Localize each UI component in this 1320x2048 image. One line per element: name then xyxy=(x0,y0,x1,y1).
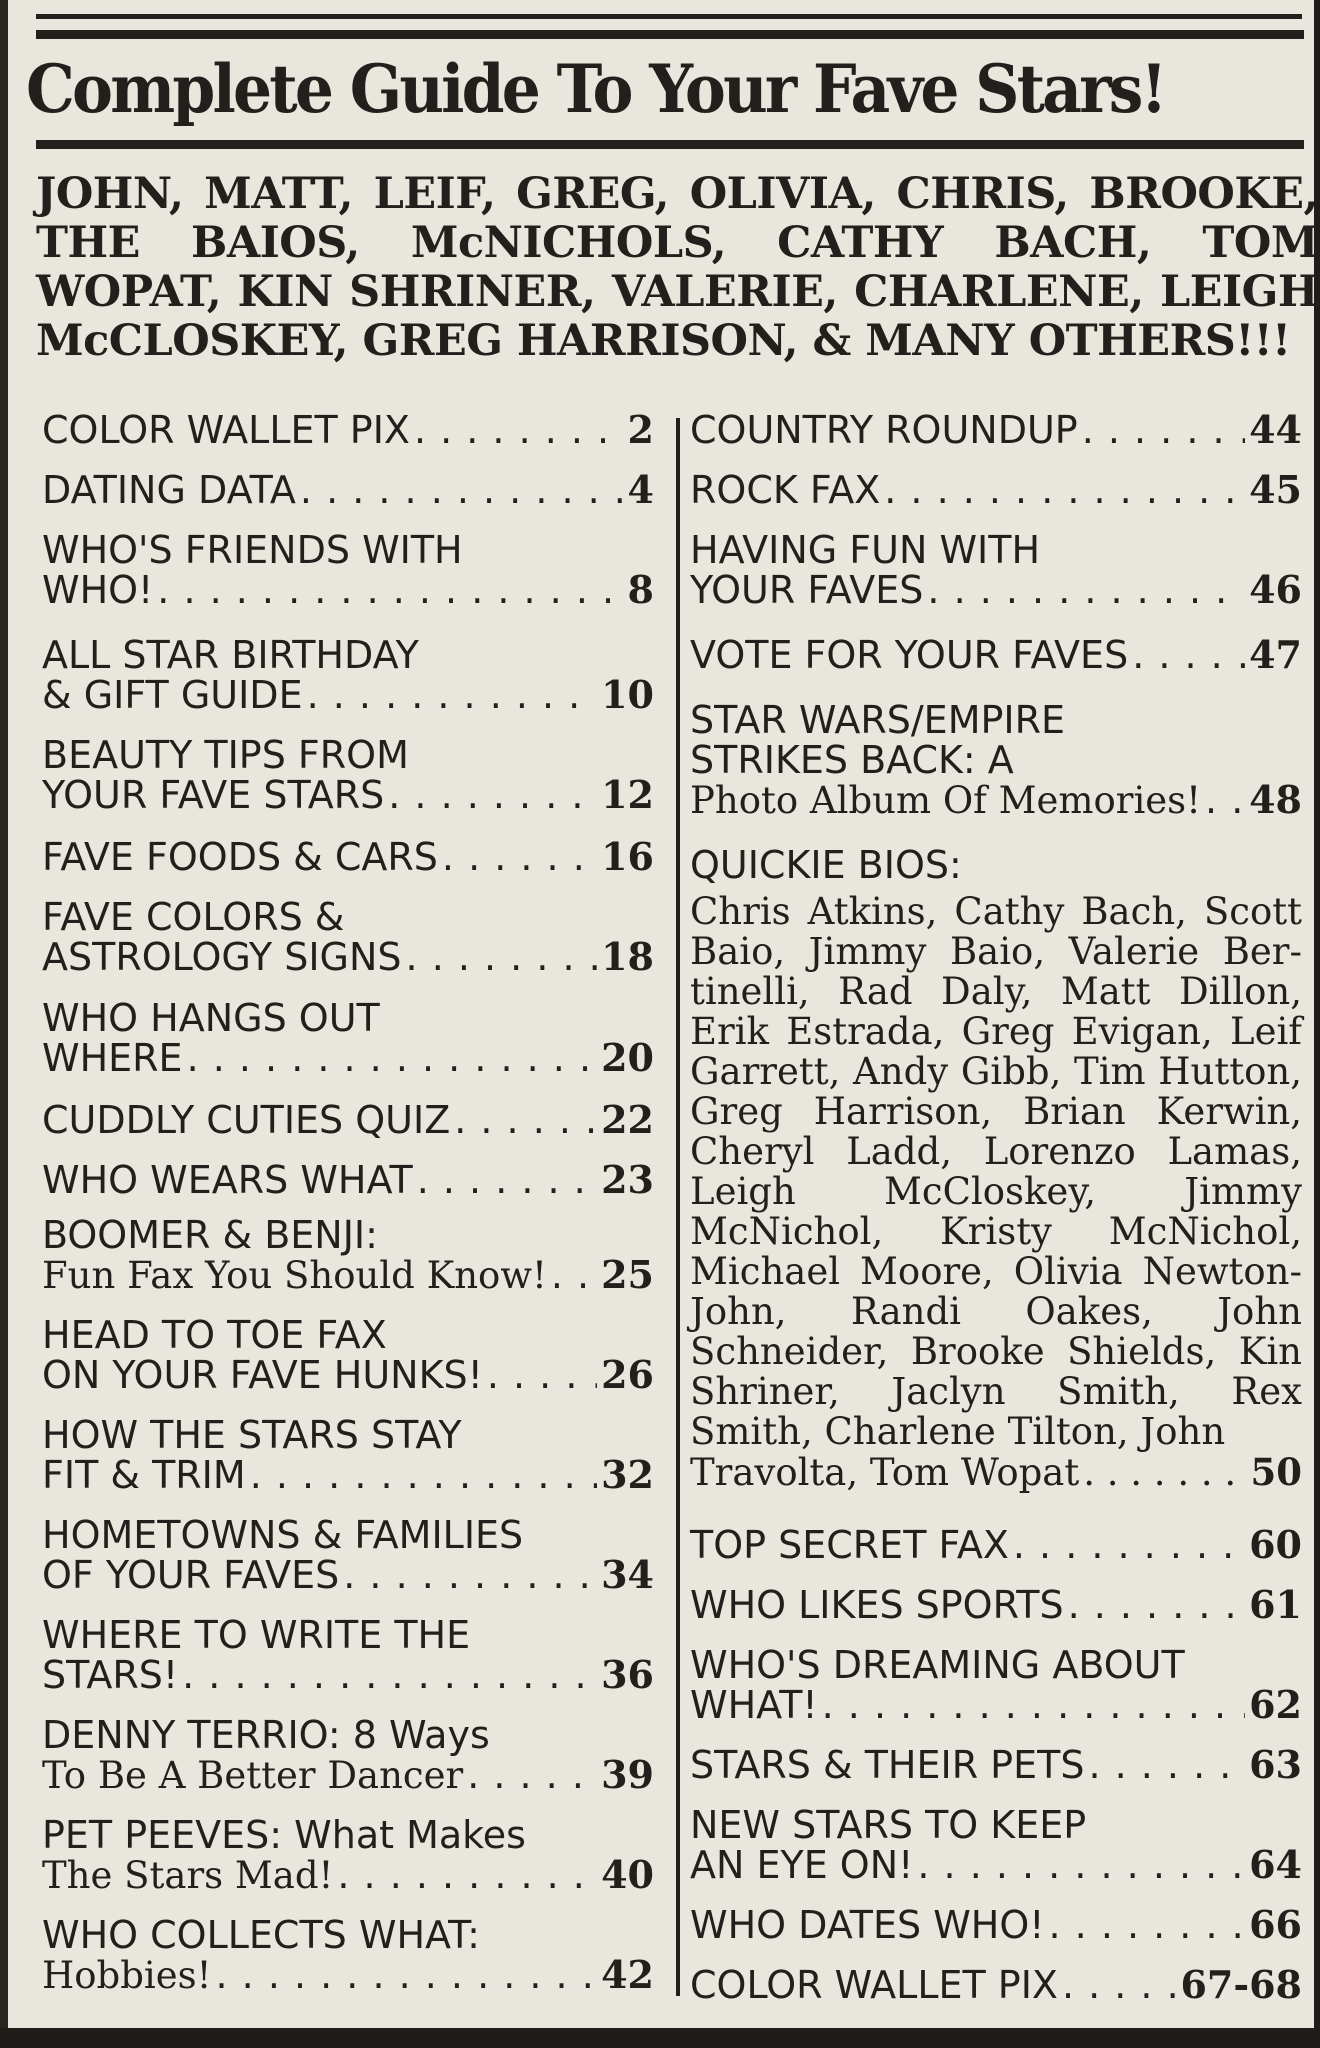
quickie-bios-last-names: Travolta, Tom Wopat xyxy=(690,1451,1080,1494)
toc-entry-title-line: WHERE TO WRITE THE xyxy=(42,1613,471,1657)
dot-leader xyxy=(1013,1525,1245,1565)
footer-strip xyxy=(0,2028,1320,2048)
dot-leader xyxy=(250,1455,597,1495)
page-number: 16 xyxy=(601,834,654,879)
dot-leader xyxy=(182,1655,597,1695)
star-list-subhead: JOHN, MATT, LEIF, GREG, OLIVIA, CHRIS, BROOKE, THE BAIOS, McNICHOLS, CATHY BACH, TOM WOPAT, KIN SHRINER, VALERIE, CHARLENE, LEIGH McCLOSKEY, GREG HARRISON, & MANY OTHERS!!! xyxy=(36,169,1318,366)
dot-leader xyxy=(406,937,598,977)
page-number: 64 xyxy=(1249,1842,1302,1887)
toc-entry-title-line: STARS & THEIR PETS xyxy=(690,1743,1085,1787)
toc-entry xyxy=(690,632,1302,677)
toc-entry-title-line: YOUR FAVE STARS xyxy=(42,773,385,817)
toc-entry-title-line: WHO! xyxy=(42,568,154,612)
dot-leader xyxy=(187,1038,598,1078)
toc-entry-title-line: DENNY TERRIO: 8 Ways xyxy=(42,1713,490,1757)
toc-entry-title-line: Hobbies! xyxy=(42,1954,212,1997)
headline-top-rule xyxy=(36,30,1304,39)
toc-entry-title-line: WHAT! xyxy=(690,1683,818,1727)
dot-leader xyxy=(157,570,623,610)
page-number: 18 xyxy=(601,934,654,979)
dot-leader xyxy=(343,1555,597,1595)
toc-entry-title-line: VOTE FOR YOUR FAVES xyxy=(690,633,1129,677)
dot-leader xyxy=(1068,1585,1246,1625)
page-number: 32 xyxy=(601,1452,654,1497)
toc-entry-title-line: ON YOUR FAVE HUNKS! xyxy=(42,1353,483,1397)
dot-leader xyxy=(414,410,624,450)
toc-entry-title-line: HEAD TO TOE FAX xyxy=(42,1313,387,1357)
dot-leader xyxy=(417,1160,597,1200)
dot-leader xyxy=(917,1845,1245,1885)
toc-entry-title-line: FAVE COLORS & xyxy=(42,895,345,939)
dot-leader xyxy=(1082,410,1245,450)
page-number: 44 xyxy=(1249,407,1302,452)
page-number: 26 xyxy=(601,1352,654,1397)
dot-leader xyxy=(551,1255,597,1295)
toc-entry-title-line: PET PEEVES: What Makes xyxy=(42,1813,526,1857)
page-number: 46 xyxy=(1249,567,1302,612)
toc-entry-title-line: HOMETOWNS & FAMILIES xyxy=(42,1513,524,1557)
toc-entry xyxy=(690,845,1302,885)
toc-entry xyxy=(690,1582,1302,1627)
quickie-bios-last-line xyxy=(690,1452,1302,1493)
toc-entry-title-line: WHO'S FRIENDS WITH xyxy=(42,528,463,572)
magazine-page xyxy=(8,0,1318,2035)
toc-entry-title-line: WHO'S DREAMING ABOUT xyxy=(690,1643,1185,1687)
toc-entry-title-line: QUICKIE BIOS: xyxy=(690,843,962,887)
toc-entry xyxy=(42,467,654,512)
page-number: 48 xyxy=(1249,777,1302,822)
dot-leader xyxy=(822,1685,1245,1725)
dot-leader xyxy=(1062,1965,1177,2005)
toc-entry-title-line: NEW STARS TO KEEP xyxy=(690,1803,1087,1847)
page-number: 62 xyxy=(1249,1682,1302,1727)
toc-entry-title-line: WHO DATES WHO! xyxy=(690,1903,1045,1947)
page-number: 50 xyxy=(1250,1450,1302,1494)
page-number: 10 xyxy=(601,672,654,717)
toc-entry xyxy=(42,530,654,610)
dot-leader xyxy=(927,570,1245,610)
page-number: 45 xyxy=(1249,467,1302,512)
toc-entry xyxy=(42,1315,654,1395)
toc-entry-title-line: FAVE FOODS & CARS xyxy=(42,835,438,879)
page-number: 36 xyxy=(601,1652,654,1697)
toc-entry xyxy=(42,1715,654,1796)
toc-entry xyxy=(690,1962,1302,2007)
toc-entry xyxy=(42,635,654,715)
toc-entry xyxy=(42,1915,654,1996)
toc-entry-title-line: Photo Album Of Memories! xyxy=(690,779,1202,822)
dot-leader xyxy=(442,837,597,877)
toc-entry-title-line: AN EYE ON! xyxy=(690,1843,914,1887)
toc-entry xyxy=(42,407,654,452)
toc-entry xyxy=(690,467,1302,512)
dot-leader xyxy=(337,1855,597,1895)
toc-entry-title-line: WHO HANGS OUT xyxy=(42,996,380,1040)
page-number: 47 xyxy=(1249,632,1302,677)
toc-entry-title-line: ROCK FAX xyxy=(690,468,881,512)
toc-entry-title-line: HOW THE STARS STAY xyxy=(42,1413,462,1457)
toc-entry-title-line: Fun Fax You Should Know! xyxy=(42,1254,547,1297)
toc-entry-title-line: STARS! xyxy=(42,1653,179,1697)
toc-entry-title-line: OF YOUR FAVES xyxy=(42,1553,340,1597)
quickie-bios-names: Chris Atkins, Cathy Bach, Scott Baio, Jimmy Baio, Valerie Ber- tinelli, Rad Daly, Matt Dillon, Erik Estrada, Greg Evigan, Leif Garrett, Andy Gibb, Tim Hutton, Greg Harrison, Brian Kerwin, Cheryl Ladd, Lorenzo Lamas, Leigh McCloskey, Jimmy McNichol, Kristy McNichol, Michael Moore, Olivia Newton- John, Randi Oakes, John Schneider, Brooke Shields, Kin Shriner, Jaclyn Smith, Rex Smith, Charlene Tilton, John xyxy=(690,890,1302,1453)
toc-entry-title-line: CUDDLY CUTIES QUIZ xyxy=(42,1098,451,1142)
toc-entry-title-line: COUNTRY ROUNDUP xyxy=(690,408,1078,452)
toc-entry-title-line: COLOR WALLET PIX xyxy=(42,408,410,452)
toc-entry-title-line: FIT & TRIM xyxy=(42,1453,246,1497)
toc-entry-title-line: WHO COLLECTS WHAT: xyxy=(42,1913,480,1957)
dot-leader xyxy=(307,675,598,715)
toc-entry-title-line: WHERE xyxy=(42,1036,183,1080)
toc-entry xyxy=(42,1615,654,1695)
column-divider xyxy=(676,418,680,1996)
page-number: 34 xyxy=(601,1552,654,1597)
toc-entry-title-line: WHO LIKES SPORTS xyxy=(690,1583,1064,1627)
page-number: 66 xyxy=(1249,1902,1302,1947)
toc-entry-title-line: WHO WEARS WHAT xyxy=(42,1158,413,1202)
page-number: 4 xyxy=(627,467,654,512)
page-number: 67-68 xyxy=(1180,1962,1302,2007)
toc-entry xyxy=(690,1742,1302,1787)
page-number: 40 xyxy=(601,1852,654,1897)
dot-leader xyxy=(884,470,1245,510)
toc-entry xyxy=(42,1815,654,1896)
dot-leader xyxy=(454,1100,597,1140)
toc-entry xyxy=(690,530,1302,610)
toc-entry xyxy=(690,407,1302,452)
page-number: 39 xyxy=(601,1752,654,1797)
dot-leader xyxy=(300,470,624,510)
toc-entry xyxy=(42,897,654,977)
dot-leader xyxy=(1205,780,1245,820)
toc-entry-title-line: DATING DATA xyxy=(42,468,296,512)
dot-leader xyxy=(216,1955,598,1995)
toc-entry-title-line: & GIFT GUIDE xyxy=(42,673,303,717)
dot-leader xyxy=(388,775,597,815)
page-number: 12 xyxy=(601,772,654,817)
page-title: Complete Guide To Your Fave Stars! xyxy=(26,50,1165,128)
dot-leader xyxy=(1132,635,1245,675)
toc-entry-title-line: The Stars Mad! xyxy=(42,1854,334,1897)
toc-entry xyxy=(42,1215,654,1296)
toc-entry-title-line: ASTROLOGY SIGNS xyxy=(42,935,402,979)
page-number: 20 xyxy=(601,1035,654,1080)
toc-entry xyxy=(690,1805,1302,1885)
toc-entry-title-line: HAVING FUN WITH xyxy=(690,528,1041,572)
quickie-bios-list xyxy=(690,892,1302,1493)
page-number: 61 xyxy=(1249,1582,1302,1627)
page-number: 63 xyxy=(1249,1742,1302,1787)
page-number: 42 xyxy=(601,1952,654,1997)
toc-entry xyxy=(42,1097,654,1142)
toc-entry xyxy=(42,1515,654,1595)
toc-entry xyxy=(690,1522,1302,1567)
dot-leader xyxy=(487,1355,597,1395)
dot-leader xyxy=(1088,1745,1245,1785)
toc-entry-title-line: BEAUTY TIPS FROM xyxy=(42,733,409,777)
headline-bottom-rule xyxy=(36,140,1304,149)
dot-leader xyxy=(1083,1453,1246,1493)
toc-entry-title-line: ALL STAR BIRTHDAY xyxy=(42,633,419,677)
page-number: 25 xyxy=(601,1252,654,1297)
dot-leader xyxy=(1049,1905,1246,1945)
toc-entry-title-line: STRIKES BACK: A xyxy=(690,738,1014,782)
toc-entry xyxy=(690,1902,1302,1947)
toc-entry-title-line: STAR WARS/EMPIRE xyxy=(690,698,1066,742)
page-number: 23 xyxy=(601,1157,654,1202)
toc-entry xyxy=(42,1157,654,1202)
page-number: 2 xyxy=(627,407,654,452)
toc-entry-title-line: TOP SECRET FAX xyxy=(690,1523,1009,1567)
toc-entry-title-line: To Be A Better Dancer xyxy=(42,1754,464,1797)
toc-entry xyxy=(690,700,1302,821)
toc-entry xyxy=(42,998,654,1078)
toc-entry xyxy=(42,1415,654,1495)
toc-entry-title-line: COLOR WALLET PIX xyxy=(690,1963,1058,2007)
page-number: 22 xyxy=(601,1097,654,1142)
toc-entry-title-line: YOUR FAVES xyxy=(690,568,924,612)
toc-entry xyxy=(42,834,654,879)
toc-entry xyxy=(42,735,654,815)
top-rule xyxy=(36,0,1302,19)
page-number: 60 xyxy=(1249,1522,1302,1567)
dot-leader xyxy=(467,1755,597,1795)
page-number: 8 xyxy=(627,567,654,612)
toc-entry-title-line: BOOMER & BENJI: xyxy=(42,1213,378,1257)
toc-entry xyxy=(690,1645,1302,1725)
